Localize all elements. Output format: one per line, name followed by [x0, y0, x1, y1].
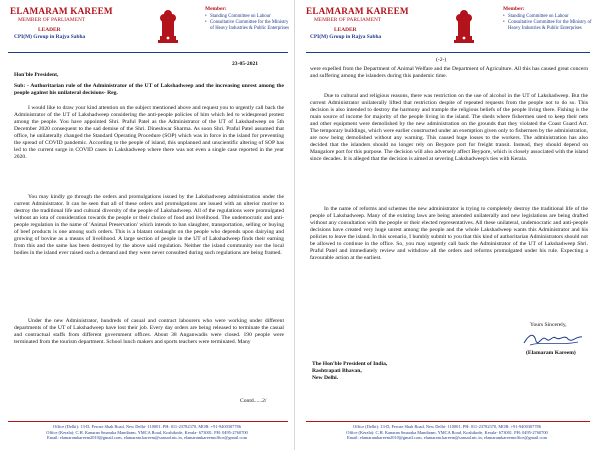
state-emblem-icon: [451, 6, 477, 46]
membership-list: [205, 14, 291, 32]
letterhead-name: ELAMARAM KAREEM: [10, 6, 113, 16]
footer-kerala-office: Office (Kerala): C.H. Kanaran Smaraka Mandiram, YMCA Road, Kozhikode, Kerala- 673001. PH: 0495-2760700: [46, 429, 248, 435]
letter-page-2: [298, 0, 596, 450]
footer-divider: [8, 421, 288, 422]
letter-page-1: [0, 0, 295, 450]
letterhead-role: MEMBER OF PARLIAMENT: [314, 17, 382, 23]
membership-item: • Consultative Committee for the Ministry of Heavy Industries & Public Enterprises: [205, 20, 291, 32]
footer-delhi-office: Office (Delhi): 13-D, Feroze Shah Road, New Delhi- 110001. PH: 011-23782370, MOB: +91-9400307786: [53, 424, 241, 429]
addressee-line: The Hon'ble President of India,: [312, 361, 388, 367]
letterhead-leader: LEADER: [38, 27, 61, 33]
letter-footer: [0, 424, 294, 441]
signatory-name: (Elamaram Kareem): [526, 350, 576, 356]
salutation: Hon'ble President,: [14, 72, 59, 78]
subject-line: Sub: - Authoritarian rule of the Administrator of the UT of Lakshadweep and the increasing unrest among the people against his unilateral decisions- Reg.: [14, 83, 284, 96]
membership-item: • Standing Committee on Labour: [205, 14, 291, 20]
continued-note: Contd......2/: [240, 398, 267, 404]
footer-email: Email: elamaramkareem2010@gmail.com, elamaram.kareem@sansad.nic.in, elamaramkareemoffice@gmail.com: [46, 435, 248, 441]
body-paragraph: were expelled from the Department of Animal Welfare and the Department of Agriculture. All this has caused great concern and suffering among the islanders during this pandemic time.: [310, 66, 588, 80]
footer-kerala-office: Office (Kerala): C.H. Kanaran Smaraka Mandiram, YMCA Road, Kozhikode, Kerala- 673001. PH: 0495-2760700: [346, 429, 548, 435]
membership-title: Member:: [205, 6, 227, 12]
membership-list: [503, 14, 593, 32]
body-paragraph: You may kindly go through the orders and promulgations issued by the Lakshadweep administration under the current Administrator. It can be seen that all of these orders and promulgations are issued with an ulterior motive to destroy the traditional life and cultural diversity of the people of Lakshadweep. All of the regulations were promulgated without an iota of consideration towards the people or their choice of food and livelihood. The undemocratic and anti-people regulation in the name of 'Animal Preservation' which intends to ban slaughter, transportation, selling or buying of beef products is one among such orders. This is a blatant onslaught on the people who depends upon dairying and growing of bovine as a means of livelihood. A large section of people in the UT of Lakshadweep finds their earning from this and the same has been destroyed by the above said regulation. Neither the island community nor the local bodies in the island ever raised such a demand and they were never consulted during such regulations are being framed.: [14, 194, 284, 257]
letterhead-group: CPI(M) Group in Rajya Sabha: [310, 34, 382, 40]
handwritten-signature: [520, 329, 586, 349]
body-paragraph: In the name of reforms and schemes the new administrator is trying to completely destroy the traditional life of the people of Lakshadweep. Many of the existing laws are being amended unilaterally and new legislations are being drafted without any consultation with the people or their elected representatives. All these unilateral, undemocratic and anti-people decisions have created very huge unrest among the people and the whole Lakshadweep wants this Administrator and his policies to leave the island. In this scenario, I humbly submit to you that this kind of authoritarian Administrators should not be allowed to continue in the office. So, you may urgently call back the Administrator of the UT of Lakshadweep Shri. Praful Patel and immediately review and withdraw all the orders and reforms promulgated under his rule. Expecting a favourable action at the earliest.: [310, 206, 588, 262]
letterhead-group: CPI(M) Group in Rajya Sabha: [14, 34, 86, 40]
body-paragraph: Under the new Administrator, hundreds of casual and contract labourers who were working under different departments of the UT of Lakshadweep have lost their job. Every day orders are being released to terminate the casual and contractual staffs from different government offices. About 38 Anganwadis were closed. 190 people were terminated from the tourism department. School lunch makers and sports teachers were terminated. Many: [14, 318, 284, 346]
addressee-block: [312, 361, 387, 382]
body-paragraph: Due to cultural and religious reasons, there was restriction on the use of alcohol in the UT of Lakshadweep. But the current Administrator unilaterally lifted that restriction despite of repeated requests from the people not to do so. This decision is also intended to destroy the harmony and trample the religious beliefs of the people living there. Fishing is the main source of income for majority of the people living in the island. The sheds where fishermen used to keep their nets and other equipment were demolished by the new administration on the grounds that they violated the Coast Guard Act. The temporary buildings, which were earlier constructed under an exemption given only to fishermen by the administration, are now being demolished without any warning. This caused huge losses to the workers. The administration has also decided that the islanders should no longer rely on Beypore port for freight transit. Instead, they should depend on Mangalore port for this purpose. The decision will also adversely affect Beypore, which is closely associated with the island since decades. It is alleged that the decision is aimed at severing Lakshadweep's ties with Kerala.: [310, 93, 588, 163]
membership-item: • Standing Committee on Labour: [503, 14, 593, 20]
body-paragraph: I would like to draw your kind attention on the subject mentioned above and request you to urgently call back the Administrator of the UT of Lakshadweep considering the anti-people policies of him which led to widespread protest among the people. You have appointed Shri. Praful Patel as the Administrator of the UT of Lakshadweep on 5th December 2020 consequent to the sad demise of the Shri. Dineshwar Sharma. As soon Shri. Praful Patel assumed that office, he unilaterally changed the Standard Operating Procedure (SOP) which was in force in the island for preventing the spread of COVID pandemic. According to the people of island, this unplanned and unscientific altering of SOP has led to the current surge in COVID cases in Lakshadweep where there was not even a single case reported in the year 2020.: [14, 105, 284, 161]
footer-delhi-office: Office (Delhi): 13-D, Feroze Shah Road, New Delhi- 110001. PH: 011-23782370, MOB: +91-9400307786: [353, 424, 541, 429]
footer-email: Email: elamaramkareem2010@gmail.com, elamaram.kareem@sansad.nic.in, elamaramkareemoffice@gmail.com: [346, 435, 548, 441]
closing-line: Yours Sincerely,: [530, 322, 567, 328]
addressee-line: Rashtrapati Bhavan,: [312, 368, 362, 374]
letterhead-name: ELAMARAM KAREEM: [306, 6, 409, 16]
state-emblem-icon: [155, 6, 181, 46]
letterhead-leader: LEADER: [334, 27, 357, 33]
letterhead-role: MEMBER OF PARLIAMENT: [18, 17, 86, 23]
addressee-line: New Delhi.: [312, 375, 339, 381]
page-number: (-2-): [436, 57, 447, 63]
header-divider: [8, 52, 288, 53]
membership-item: • Consultative Committee for the Ministry of Heavy Industries & Public Enterprises: [503, 20, 593, 32]
header-divider: [306, 52, 590, 53]
letter-footer: [298, 424, 596, 441]
membership-title: Member:: [503, 6, 525, 12]
letter-date: 23-05-2021: [232, 61, 259, 67]
footer-divider: [306, 421, 590, 422]
